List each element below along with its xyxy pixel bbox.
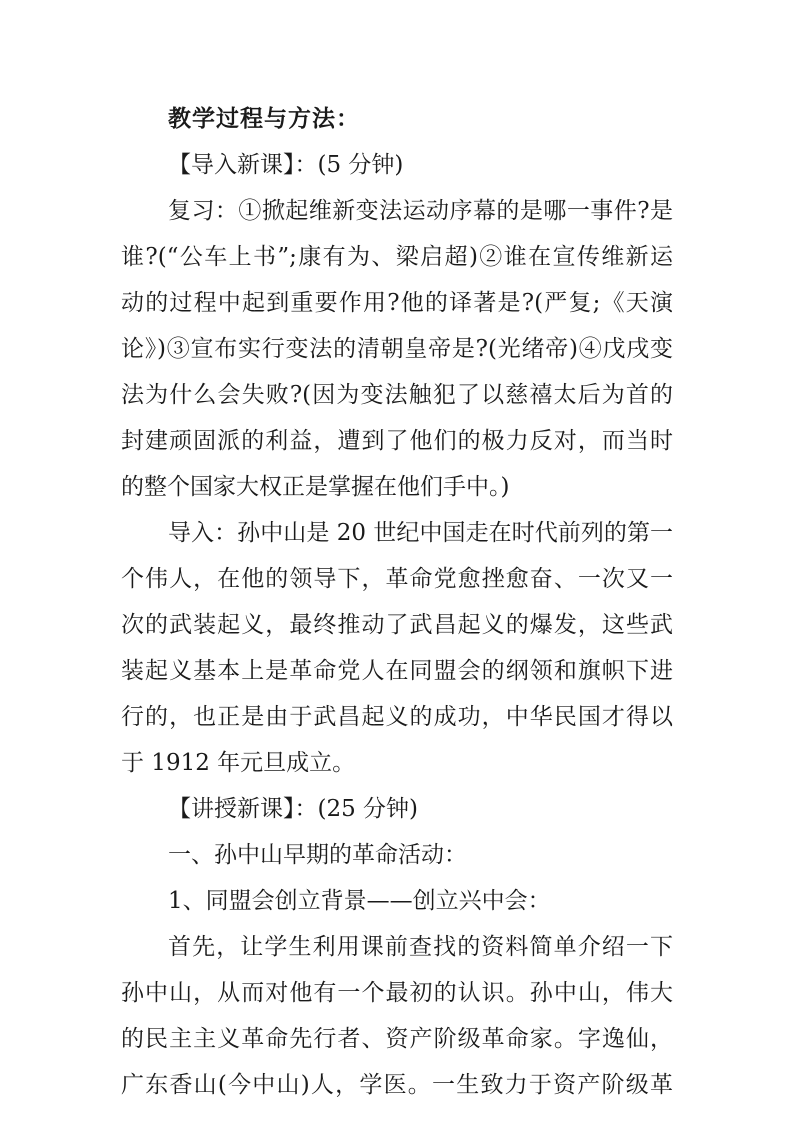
intro-section-heading: 【导入新课】：(5 分钟)	[168, 152, 404, 178]
body-line: 的民主主义革命先行者、资产阶级革命家。字逸仙，	[121, 1026, 673, 1052]
review-line: 的整个国家大权正是掌握在他们手中。)	[121, 474, 510, 500]
document-body	[121, 96, 673, 1108]
body-line: 广东香山(今中山)人，学医。一生致力于资产阶级革	[121, 1072, 673, 1098]
review-line: 论》)③宣布实行变法的清朝皇帝是?(光绪帝)④戊戌变	[121, 336, 673, 362]
section-title: 教学过程与方法：	[168, 106, 360, 132]
intro-line: 行的，也正是由于武昌起义的成功，中华民国才得以	[121, 704, 673, 730]
body-line: 孙中山，从而对他有一个最初的认识。孙中山，伟大	[121, 980, 673, 1006]
subsection-heading: 1、同盟会创立背景——创立兴中会：	[168, 888, 551, 914]
review-line: 谁?(“公车上书”;康有为、梁启超)②谁在宣传维新运	[121, 244, 673, 270]
intro-line: 次的武装起义，最终推动了武昌起义的爆发，这些武	[121, 612, 673, 638]
review-line: 封建顽固派的利益，遭到了他们的极力反对，而当时	[121, 428, 673, 454]
intro-line: 个伟人，在他的领导下，革命党愈挫愈奋、一次又一	[121, 566, 673, 592]
intro-line: 于 1912 年元旦成立。	[121, 750, 356, 776]
teaching-section-heading: 【讲授新课】：(25 分钟)	[168, 796, 419, 822]
body-line: 首先，让学生利用课前查找的资料简单介绍一下	[168, 934, 673, 960]
review-line: 动的过程中起到重要作用?他的译著是?(严复;《天演	[121, 290, 673, 316]
review-line: 复习：①掀起维新变法运动序幕的是哪一事件?是	[168, 198, 673, 224]
intro-line: 导入：孙中山是 20 世纪中国走在时代前列的第一	[168, 520, 673, 546]
intro-line: 装起义基本上是革命党人在同盟会的纲领和旗帜下进	[121, 658, 673, 684]
review-line: 法为什么会失败?(因为变法触犯了以慈禧太后为首的	[121, 382, 673, 408]
subsection-heading: 一、孙中山早期的革命活动：	[168, 842, 467, 868]
